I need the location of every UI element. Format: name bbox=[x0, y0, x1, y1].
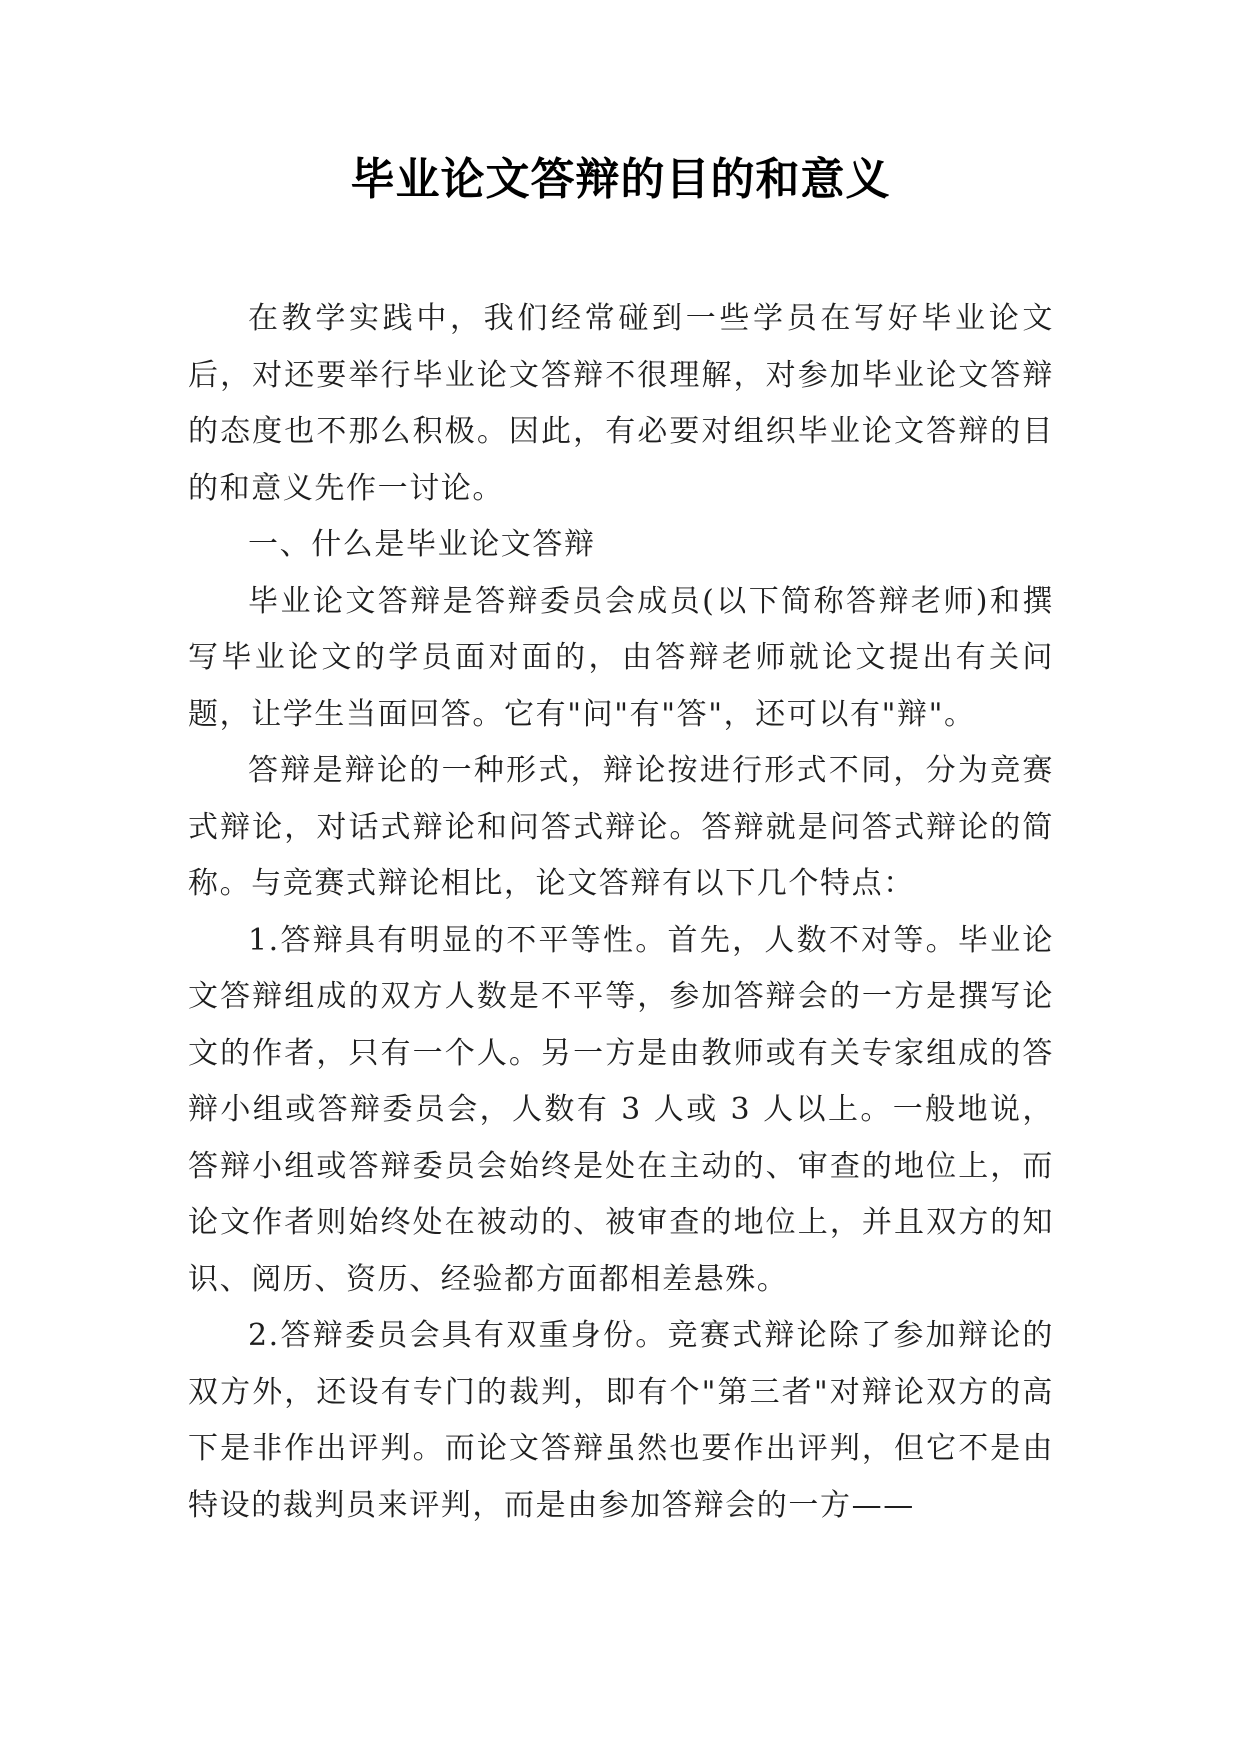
paragraph-intro: 在教学实践中，我们经常碰到一些学员在写好毕业论文后，对还要举行毕业论文答辩不很理解，对参加毕业论文答辩的态度也不那么积极。因此，有必要对组织毕业论文答辩的目的和意义先作一讨论。 bbox=[188, 301, 1054, 506]
paragraph-definition: 毕业论文答辩是答辩委员会成员(以下简称答辩老师)和撰写毕业论文的学员面对面的，由答辩老师就论文提出有关问题，让学生当面回答。它有"问"有"答"，还可以有"辩"。 bbox=[188, 583, 1054, 732]
section-heading-what-is-defense: 一、什么是毕业论文答辩 bbox=[248, 527, 596, 562]
paragraph-point-1: 1.答辩具有明显的不平等性。首先，人数不对等。毕业论文答辩组成的双方人数是不平等，参加答辩会的一方是撰写论文的作者，只有一个人。另一方是由教师或有关专家组成的答辩小组或答辩委员会，人数有 3 人或 3 人以上。一般地说，答辩小组或答辩委员会始终是处在主动的、审查的地位上，而论文作者则始终处在被动的、被审查的地位上，并且双方的知识、阅历、资历、经验都方面都相差悬殊。 bbox=[188, 922, 1054, 1297]
paragraph-point-2: 2.答辩委员会具有双重身份。竞赛式辩论除了参加辩论的双方外，还设有专门的裁判，即有个"第三者"对辩论双方的高下是非作出评判。而论文答辩虽然也要作出评判，但它不是由特设的裁判员来评判，而是由参加答辩会的一方—— bbox=[188, 1318, 1054, 1523]
document-body bbox=[188, 291, 1054, 1534]
document-title: 毕业论文答辩的目的和意义 bbox=[350, 154, 891, 205]
paragraph-debate-forms: 答辩是辩论的一种形式，辩论按进行形式不同，分为竞赛式辩论，对话式辩论和问答式辩论。答辩就是问答式辩论的简称。与竞赛式辩论相比，论文答辩有以下几个特点： bbox=[188, 753, 1054, 901]
